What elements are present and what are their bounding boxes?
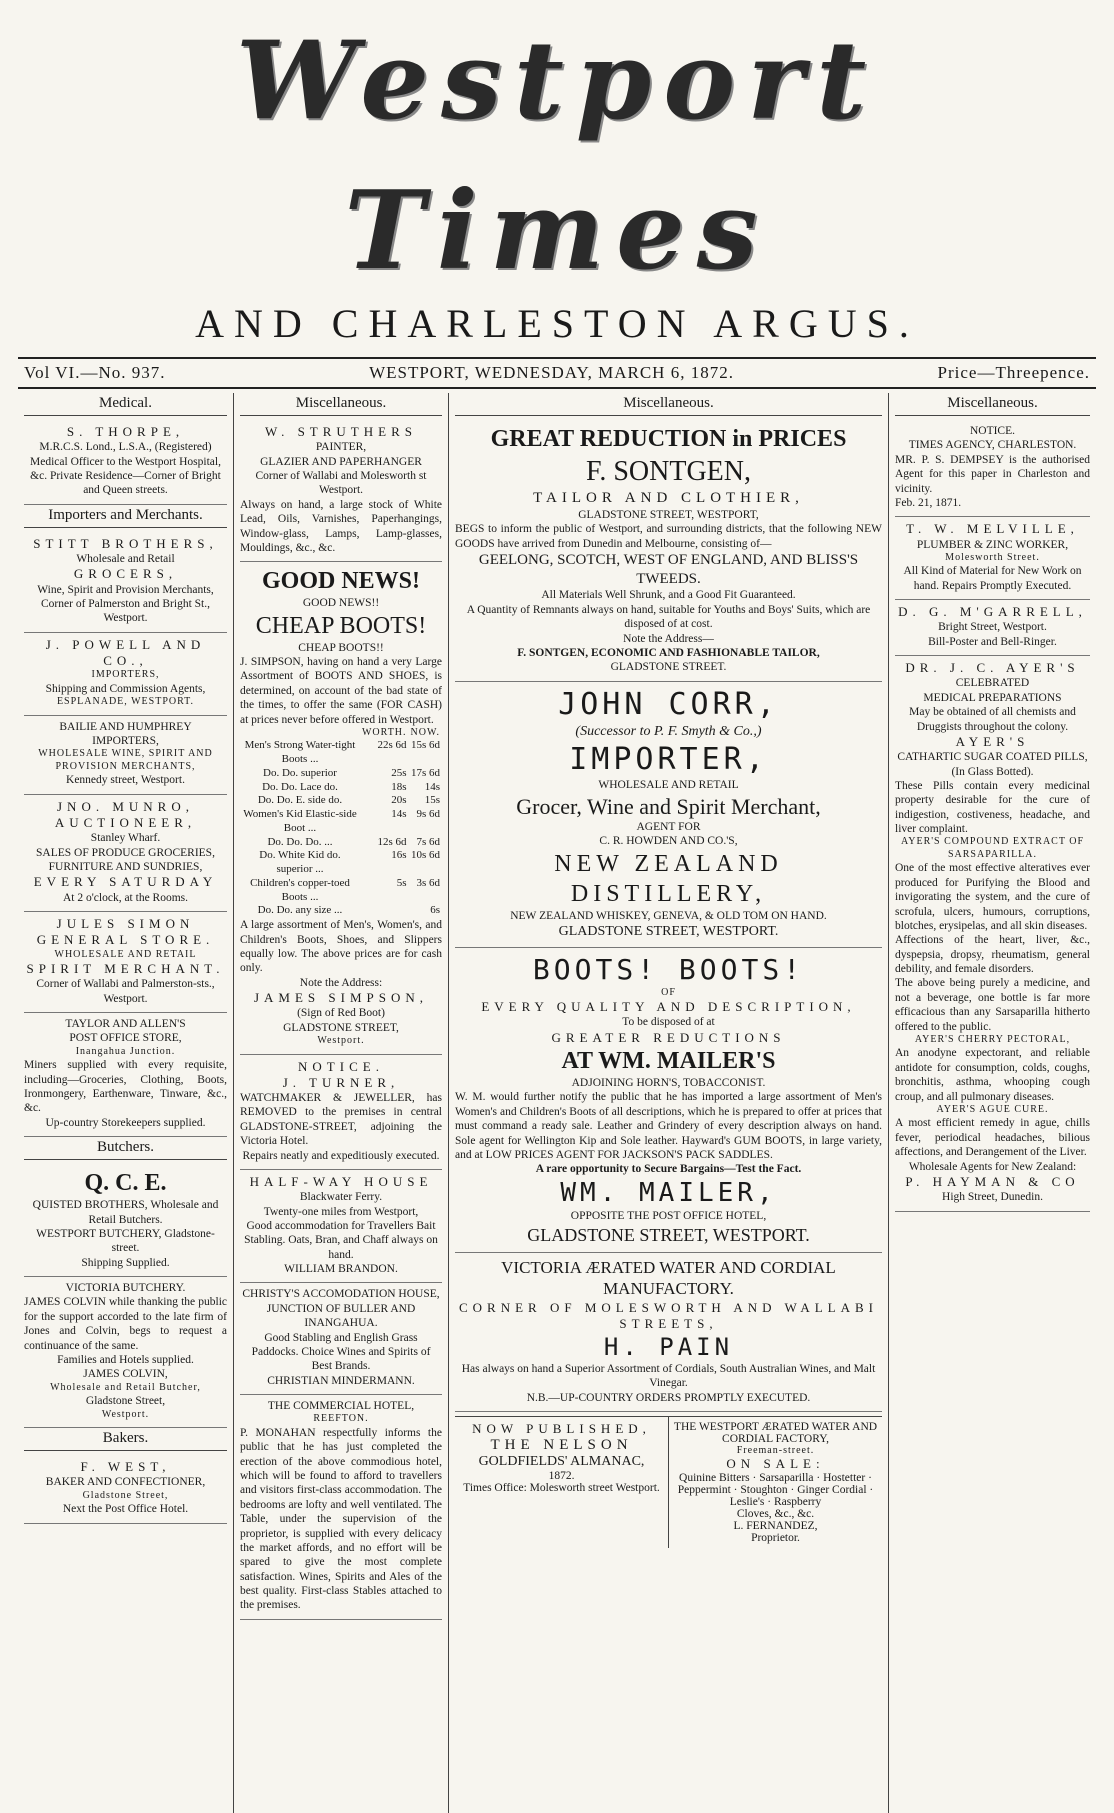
volume: Vol VI.—No. 937. <box>24 363 166 382</box>
table-row: Women's Kid Elastic-side Boot ... 14s 9s 6d <box>243 808 440 834</box>
ad-john-corr: JOHN CORR, (Successor to P. F. Smyth & Co.,) IMPORTER, WHOLESALE AND RETAIL Grocer, Wine and Spirit Merchant, AGENT FOR C. R. HOWDEN AND CO.'S, NEW ZEALAND DISTILLERY, NEW ZEALAND WHISKEY, GENEVA, & OLD TOM ON HAND. GLADSTONE STREET, WESTPORT. <box>455 682 882 948</box>
ad-victoria-butchery: VICTORIA BUTCHERY. JAMES COLVIN while thanking the public for the support accorded to the late firm of Jones and Colvin, begs to request a continuance of the same. Families and Hotels supplied. JAMES COLVIN, Wholesale and Retail Butcher, Gladstone Street, Westport. <box>24 1277 227 1428</box>
ad-westport-aerated: THE WESTPORT ÆRATED WATER AND CORDIAL FACTORY, Freeman-street. ON SALE: Quinine Bitters · Sarsaparilla · Hostetter · Peppermint · Stoughton · Ginger Cordial · Leslie's · Raspberry Cloves, &c., &c. L. FERNANDEZ, Proprietor. <box>673 1421 878 1545</box>
ad-h-pain: VICTORIA ÆRATED WATER AND CORDIAL MANUFACTORY. CORNER OF MOLESWORTH AND WALLABI STREETS, H. PAIN Has always on hand a Superior Assortment of Cordials, South Australian Wines, and Malt Vinegar. N.B.—UP-COUNTRY ORDERS PROMPTLY EXECUTED. <box>455 1253 882 1412</box>
section-header: Importers and Merchants. <box>24 505 227 528</box>
dateline <box>18 357 1096 389</box>
ad-thorpe: S. THORPE, M.R.C.S. Lond., L.S.A., (Registered) Medical Officer to the Westport Hospital, &c. Private Residence—Corner of Bright and Queen streets. <box>24 420 227 505</box>
ad-ayer: DR. J. C. AYER'S CELEBRATED MEDICAL PREPARATIONS May be obtained of all chemists and Druggists throughout the colony. AYER'S CATHARTIC SUGAR COATED PILLS, (In Glass Botted). These Pills contain every medicinal property desirable for the cure of indigestion, costiveness, headache, and liver complaint. AYER'S COMPOUND EXTRACT OF SARSAPARILLA. One of the most effective alteratives ever produced for Purifying the Blood and invigorating the system, and the cure of scrofula, ulcers, humours, corruptions, blotches, erysipelas, and all skin diseases. Affections of the heart, liver, &c., dyspepsia, dropsy, rheumatism, general debility, and female disorders. The above being purely a medicine, and not a beverage, one bottle is far more efficacious than any Sarsaparilla hitherto offered to the public. AYER'S CHERRY PECTORAL, An anodyne expectorant, and reliable antidote for consumption, colds, coughs, bronchitis, asthma, whooping cough croup, and all pulmonary diseases. AYER'S AGUE CURE. A most efficient remedy in ague, chills fever, periodical headaches, bilious affections, and Derangement of the Liver. Wholesale Agents for New Zealand: P. HAYMAN & CO High Street, Dunedin. <box>895 656 1090 1211</box>
ad-stitt: STITT BROTHERS, Wholesale and Retail GROCERS, Wine, Spirit and Provision Merchants, Corner of Palmerston and Bright St., Westport. <box>24 532 227 633</box>
ad-melville: T. W. MELVILLE, PLUMBER & ZINC WORKER, Molesworth Street. All Kind of Material for New Work on hand. Repairs Promptly Executed. <box>895 517 1090 600</box>
ad-almanac: NOW PUBLISHED, THE NELSON GOLDFIELDS' ALMANAC, 1872. Times Office: Molesworth street Westport. <box>455 1417 669 1548</box>
columns <box>18 393 1096 1813</box>
table-row: Do. Do. any size ... 6s <box>257 904 440 917</box>
column-misc-3 <box>889 393 1096 1813</box>
ad-baillie: BAILIE AND HUMPHREY IMPORTERS, WHOLESALE WINE, SPIRIT AND PROVISION MERCHANTS, Kennedy street, Westport. <box>24 716 227 795</box>
price-table: WORTH. NOW. Men's Strong Water-tight Boots ... 22s 6d 15s 6d Do. Do. superior 25s 17s 6d Do. Do. Lace do. 18s 14s Do. Do. E. side do. 20s 15s Women's Kid Elastic-side Boot ... 14s 9s 6d Do. Do. Do. ... 12s 6d 7s 6d Do. White Kid do. superior ... 16s 10s 6d Children's copper-toed Boots ... 5s 3s 6d Do. Do. any size ... 6s <box>240 727 442 918</box>
ad-quisted: Q. C. E. QUISTED BROTHERS, Wholesale and Retail Butchers. WESTPORT BUTCHERY, Gladstone-street. Shipping Supplied. <box>24 1164 227 1277</box>
ad-garrell: D. G. M'GARRELL, Bright Street, Westport. Bill-Poster and Bell-Ringer. <box>895 600 1090 656</box>
section-header: Medical. <box>24 393 227 416</box>
ad-struthers: W. STRUTHERS PAINTER, GLAZIER AND PAPERHANGER Corner of Wallabi and Molesworth st Westport. Always on hand, a large stock of White Lead, Oils, Varnishes, Paperhangings, Window-glass, Lamps, Lamp-glasses, Mouldings, &c., &c. <box>240 420 442 562</box>
table-row: Children's copper-toed Boots ... 5s 3s 6d <box>250 876 440 903</box>
section-header: Butchers. <box>24 1137 227 1160</box>
ad-taylor: TAYLOR AND ALLEN'S POST OFFICE STORE, Inangahua Junction. Miners supplied with every requisite, including—Groceries, Clothing, Boots, Ironmongery, Earthenware, Tinware, &c., &c. Up-country Storekeepers supplied. <box>24 1013 227 1137</box>
ad-christy: CHRISTY'S ACCOMODATION HOUSE, JUNCTION OF BULLER AND INANGAHUA. Good Stabling and English Grass Paddocks. Choice Wines and Spirits of Best Brands. CHRISTIAN MINDERMANN. <box>240 1283 442 1395</box>
newspaper-title: Westport Times <box>235 18 879 294</box>
masthead <box>18 0 1096 347</box>
ad-powell: J. POWELL AND CO., IMPORTERS, Shipping and Commission Agents, ESPLANADE, WESTPORT. <box>24 633 227 716</box>
place-date: WESTPORT, WEDNESDAY, MARCH 6, 1872. <box>369 363 734 382</box>
newspaper-subtitle: AND CHARLESTON ARGUS. <box>195 301 919 346</box>
ad-sontgen: GREAT REDUCTION in PRICES F. SONTGEN, TAILOR AND CLOTHIER, GLADSTONE STREET, WESTPORT, BEGS to inform the public of Westport, and surrounding districts, that the following NEW GOODS have arrived from Dunedin and Melbourne, consisting of— GEELONG, SCOTCH, WEST OF ENGLAND, AND BLISS'S TWEEDS. All Materials Well Shrunk, and a Good Fit Guaranteed. A Quantity of Remnants always on hand, suitable for Youths and Boys' Suits, which are disposed of at cost. Note the Address— F. SONTGEN, ECONOMIC AND FASHIONABLE TAILOR, GLADSTONE STREET. <box>455 420 882 682</box>
ad-times-agency: NOTICE. TIMES AGENCY, CHARLESTON. MR. P. S. DEMPSEY is the authorised Agent for this paper in Charleston and vicinity. Feb. 21, 1871. <box>895 420 1090 517</box>
ad-mailer: BOOTS! BOOTS! OF EVERY QUALITY AND DESCRIPTION, To be disposed of at GREATER REDUCTIONS AT WM. MAILER'S ADJOINING HORN'S, TOBACCONIST. W. M. would further notify the public that he has imported a large assortment of Men's Women's and Children's Boots of all descriptions, which he is prepared to offer at prices that must command a ready sale. Leather and Grindery of every description always on hand. Sole agent for Wellington Kip and Sole leather. Hayward's GUM BOOTS, in large variety, and at LOW PRICES AGENT FOR JACKSON'S PACK SADDLES. A rare opportunity to Secure Bargains—Test the Fact. WM. MAILER, OPPOSITE THE POST OFFICE HOTEL, GLADSTONE STREET, WESTPORT. <box>455 948 882 1253</box>
section-header: Miscellaneous. <box>240 393 442 416</box>
column-misc-1 <box>234 393 449 1813</box>
ad-west: F. WEST, BAKER AND CONFECTIONER, Gladstone Street, Next the Post Office Hotel. <box>24 1455 227 1524</box>
bottom-split <box>455 1416 882 1548</box>
table-row: Do. Do. Lace do. 18s 14s <box>262 780 440 793</box>
table-row: Do. Do. E. side do. 20s 15s <box>257 794 440 807</box>
ad-simpson-boots: GOOD NEWS! GOOD NEWS!! CHEAP BOOTS! CHEAP BOOTS!! J. SIMPSON, having on hand a very Large Assortment of BOOTS AND SHOES, is determined, on account of the bad state of the times, to offer the same (FOR CASH) at prices never before offered in Westport. WORTH. NOW. Men's Strong Water-tight Boots ... 22s 6d 15s 6d Do. Do. superior 25s 17s 6d Do. Do. Lace do. 18s 14s Do. Do. E. side do. 20s 15s Women's Kid Elastic-side Boot ... 14s 9s 6d Do. Do. Do. ... 12s 6d 7s 6d Do. White Kid do. superior ... 16s 10s 6d Children's copper-toed Boots ... 5s 3s 6d Do. Do. any size ... 6s A large assortment of Men's, Women's, and Children's Boots, Shoes, and Slippers equally low. The above prices are for cash only. Note the Address: JAMES SIMPSON, (Sign of Red Boot) GLADSTONE STREET, Westport. <box>240 562 442 1054</box>
column-misc-2 <box>449 393 889 1813</box>
section-header: Bakers. <box>24 1428 227 1451</box>
section-header: Miscellaneous. <box>895 393 1090 416</box>
table-row: Men's Strong Water-tight Boots ... 22s 6d 15s 6d <box>244 739 440 766</box>
table-row: Do. Do. superior 25s 17s 6d <box>263 766 440 779</box>
section-header: Miscellaneous. <box>455 393 882 416</box>
ad-halfway-house: HALF-WAY HOUSE Blackwater Ferry. Twenty-one miles from Westport, Good accommodation for Travellers Bait Stabling. Oats, Bran, and Chaff always on hand. WILLIAM BRANDON. <box>240 1170 442 1284</box>
column-medical <box>18 393 234 1813</box>
table-row: Do. Do. Do. ... 12s 6d 7s 6d <box>267 835 440 848</box>
ad-turner: NOTICE. J. TURNER, WATCHMAKER & JEWELLER, has REMOVED to the premises in central GLADSTONE-STREET, adjoining the Victoria Hotel. Repairs neatly and expeditiously executed. <box>240 1055 442 1170</box>
price: Price—Threepence. <box>937 363 1090 382</box>
table-row: Do. White Kid do. superior ... 16s 10s 6d <box>259 849 440 876</box>
ad-munro: JNO. MUNRO, AUCTIONEER, Stanley Wharf. SALES OF PRODUCE GROCERIES, FURNITURE AND SUNDRIES, EVERY SATURDAY At 2 o'clock, at the Rooms. <box>24 795 227 912</box>
ad-simon: JULES SIMON GENERAL STORE. WHOLESALE AND RETAIL SPIRIT MERCHANT. Corner of Wallabi and Palmerston-sts., Westport. <box>24 912 227 1013</box>
ad-commercial-hotel: THE COMMERCIAL HOTEL, REEFTON. P. MONAHAN respectfully informs the public that he has just completed the erection of the above commodious hotel, which will be found to afford to travellers and visitors first-class accommodation. The bedrooms are lofty and well ventilated. The Table, under the supervision of the proprietor, is supplied with every delicacy the market affords, and no effort will be spared to give the most complete satisfaction. Wines, Spirits and Ales of the best quality. First-class Stables attached to the premises. <box>240 1395 442 1620</box>
